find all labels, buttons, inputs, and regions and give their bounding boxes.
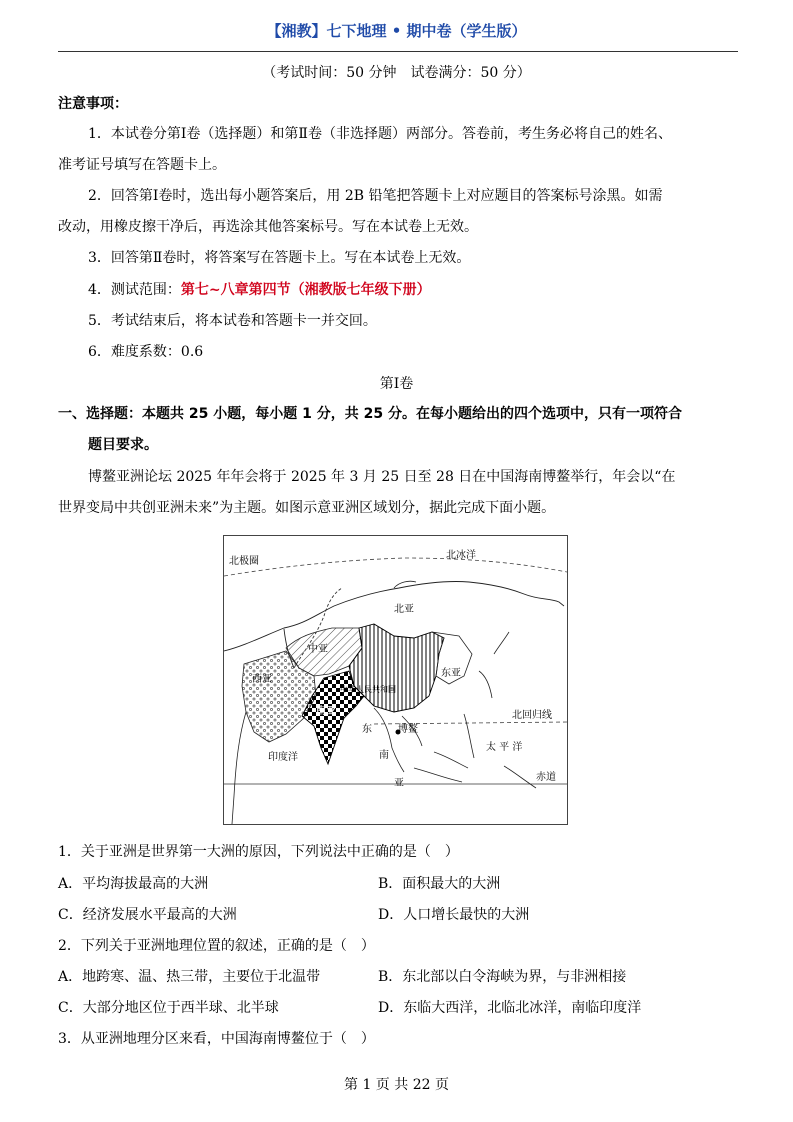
notice-item-4-prefix: 4．测试范围： — [88, 282, 181, 298]
map-label-west-asia: 西亚 — [252, 674, 272, 685]
map-label-pacific-ocean: 太 平 洋 — [486, 742, 523, 753]
map-label-east-asia: 东亚 — [441, 668, 461, 679]
question-1-option-c: C．经济发展水平最高的大洲 — [58, 907, 237, 923]
test-range: 第七~八章第四节（湘教版七年级下册） — [180, 282, 431, 298]
map-label-tropic-of-cancer: 北回归线 — [512, 710, 552, 721]
header-divider — [58, 51, 738, 52]
map-label-southeast-asia-2: 南 — [379, 750, 389, 761]
question-2-option-d: D．东临大西洋，北临北冰洋，南临印度洋 — [378, 1000, 642, 1016]
map-label-southeast-asia-1: 东 — [362, 724, 372, 735]
notice-item-1-line-1: 1．本试卷分第Ⅰ卷（选择题）和第Ⅱ卷（非选择题）两部分。答卷前，考生务必将自己的姓名、 — [88, 126, 672, 142]
china-region — [349, 624, 444, 712]
question-1-stem: 1．关于亚洲是世界第一大洲的原因，下列说法中正确的是（ ） — [58, 844, 459, 860]
exam-info: （考试时间：50 分钟 试卷满分：50 分） — [262, 65, 531, 81]
question-1-option-a: A．平均海拔最高的大洲 — [58, 876, 209, 892]
map-label-arctic-ocean: 北冰洋 — [446, 550, 476, 561]
map-label-southeast-asia-3: 亚 — [394, 778, 404, 789]
notice-title: 注意事项： — [58, 96, 128, 112]
volume-title: 第Ⅰ卷 — [379, 376, 414, 392]
map-label-indian-ocean: 印度洋 — [268, 752, 298, 763]
map-label-north-asia: 北亚 — [394, 604, 414, 615]
map-label-central-asia: 中亚 — [308, 644, 328, 655]
page-footer: 第 1 页 共 22 页 — [344, 1077, 449, 1093]
intro-line-2: 世界变局中共创亚洲未来”为主题。如图示意亚洲区域划分，据此完成下面小题。 — [58, 500, 556, 516]
question-1-option-b: B．面积最大的大洲 — [378, 876, 501, 892]
question-2-option-b: B．东北部以白令海峡为界，与非洲相接 — [378, 969, 627, 985]
arctic-circle-line — [224, 558, 567, 576]
notice-item-2-line-2: 改动，用橡皮擦干净后，再选涂其他答案标号。写在本试卷上无效。 — [58, 219, 478, 235]
map-label-arctic-circle: 北极圈 — [229, 556, 259, 567]
document-header-title: 【湘教】七下地理 • 期中卷（学生版） — [266, 22, 527, 40]
map-label-boao: 博鳌 — [398, 724, 418, 735]
section-heading-line-1: 一、选择题：本题共 25 小题，每小题 1 分，共 25 分。在每小题给出的四个选项中，只有一项符合 — [58, 406, 682, 422]
notice-item-4 — [88, 280, 431, 300]
notice-item-2-line-1: 2．回答第Ⅰ卷时，选出每小题答案后，用 2B 铅笔把答题卡上对应题目的答案标号涂黑。如需 — [88, 188, 663, 204]
notice-item-1-line-2: 准考证号填写在答题卡上。 — [58, 157, 226, 173]
question-2-stem: 2．下列关于亚洲地理位置的叙述，正确的是（ ） — [58, 938, 375, 954]
notice-item-5: 5．考试结束后，将本试卷和答题卡一并交回。 — [88, 313, 377, 329]
map-label-south-asia: 南亚 — [316, 706, 336, 717]
question-2-option-a: A．地跨寒、温、热三带，主要位于北温带 — [58, 969, 321, 985]
question-1-option-d: D．人口增长最快的大洲 — [378, 907, 530, 923]
asia-region-map — [223, 535, 568, 825]
section-heading-line-2: 题目要求。 — [88, 437, 158, 453]
notice-item-6: 6．难度系数：0.6 — [88, 344, 204, 360]
question-3-stem: 3．从亚洲地理分区来看，中国海南博鳌位于（ ） — [58, 1031, 375, 1047]
intro-line-1: 博鳌亚洲论坛 2025 年年会将于 2025 年 3 月 25 日至 28 日在中国海南博鳌举行，年会以“在 — [88, 469, 676, 485]
map-label-equator: 赤道 — [536, 772, 556, 783]
question-2-option-c: C．大部分地区位于西半球、北半球 — [58, 1000, 279, 1016]
notice-item-3: 3．回答第Ⅱ卷时，将答案写在答题卡上。写在本试卷上无效。 — [88, 250, 471, 266]
map-label-china: 中华人民共和国 — [340, 685, 396, 694]
